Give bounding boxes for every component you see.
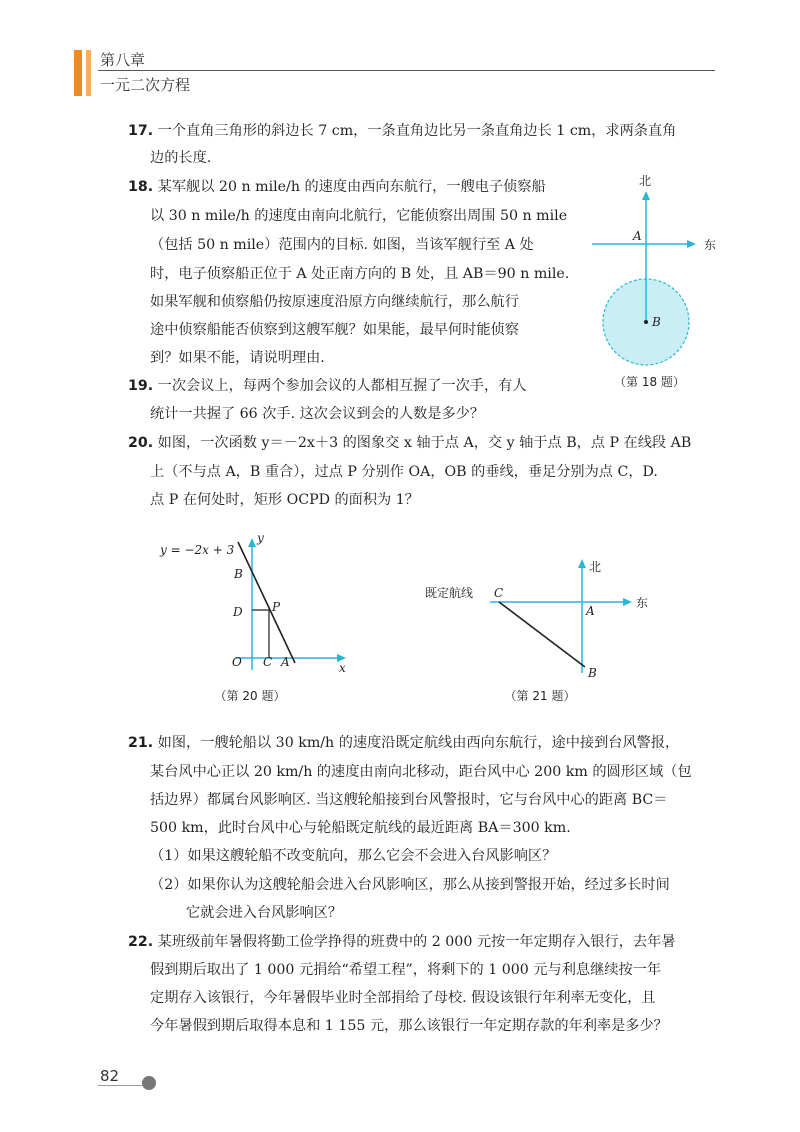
point-a-label: A (586, 604, 595, 618)
function-line (238, 542, 295, 663)
east-label: 东 (636, 596, 649, 610)
segment-cb (499, 602, 585, 667)
chapter-label: 第八章 (100, 51, 146, 69)
east-arrow-icon (687, 240, 696, 248)
problem-text-line: 今年暑假到期后取得本息和 1 155 元，那么该银行一年定期存款的年利率是多少？ (150, 1018, 668, 1034)
figure-20-caption: （第 20 题） (214, 689, 286, 703)
problem-number: 19. (128, 378, 154, 394)
problem-text-line: （包括 50 n mile）范围内的目标. 如图，当该军舰行至 A 处 (150, 237, 534, 253)
problem-text-line: 假到期后取出了 1 000 元捐给“希望工程”，将剩下的 1 000 元与利息继续按一年 (150, 962, 662, 978)
north-label: 北 (639, 174, 652, 188)
point-b-dot (644, 320, 648, 324)
point-p-label: P (272, 600, 281, 614)
east-label: 东 (704, 238, 717, 252)
problem-text-line: 括边界）都属台风影响区. 当这艘轮船接到台风警报时，它与台风中心的距离 BC＝ (150, 792, 668, 808)
x-axis-label: x (339, 661, 346, 675)
problem-text-line: 一次会议上，每两个参加会议的人都相互握了一次手，有人 (157, 378, 527, 394)
problem-text-line: 定期存入该银行，今年暑假毕业时全部捐给了母校. 假设该银行年利率无变化，且 (150, 990, 656, 1006)
point-b-label: B (652, 315, 661, 329)
problem-text-line: 点 P 在何处时，矩形 OCPD 的面积为 1？ (150, 492, 419, 508)
y-axis-label: y (257, 531, 264, 545)
north-arrow-icon (578, 559, 586, 568)
footer-dot-icon (142, 1076, 156, 1090)
problem-text-line: 到？如果不能，请说明理由. (150, 350, 325, 366)
chapter-title: 一元二次方程 (100, 76, 191, 94)
figure-20 (150, 530, 360, 710)
point-c-label: C (263, 655, 273, 669)
point-c-label: C (494, 586, 504, 600)
problem-number: 18. (128, 179, 154, 195)
problem-number: 17. (128, 123, 154, 139)
page-number: 82 (100, 1067, 120, 1085)
y-axis-arrow-icon (248, 538, 256, 547)
function-equation: y = −2x + 3 (160, 543, 235, 557)
problem-text-line: 如图，一艘轮船以 30 km/h 的速度沿既定航线由西向东航行，途中接到台风警报， (157, 735, 680, 751)
problem-text-line: 统计一共握了 66 次手. 这次会议到会的人数是多少？ (150, 406, 485, 422)
problem-number: 20. (128, 435, 154, 451)
footer-rule (98, 1085, 148, 1086)
problem-text-line: 边的长度. (150, 150, 212, 166)
problem-text-line: 某军舰以 20 n mile/h 的速度由西向东航行，一艘电子侦察船 (157, 179, 546, 195)
origin-label: O (232, 655, 242, 669)
figure-21 (420, 555, 660, 710)
problem-text-line: 某班级前年暑假将勤工俭学挣得的班费中的 2 000 元按一年定期存入银行，去年暑 (157, 934, 676, 950)
point-a-label: A (281, 655, 290, 669)
north-label: 北 (589, 560, 602, 574)
point-b-label: B (588, 666, 597, 680)
problem-number: 22. (128, 934, 154, 950)
problem-text-line: 时，电子侦察船正位于 A 处正南方向的 B 处，且 AB＝90 n mile. (150, 266, 570, 282)
problem-text-line: 某台风中心正以 20 km/h 的速度由南向北移动，距台风中心 200 km 的圆形区域（包 (150, 764, 692, 780)
problem-text-line: 一个直角三角形的斜边长 7 cm，一条直角边比另一条直角边长 1 cm，求两条直角 (157, 123, 677, 139)
problem-text-line: 上（不与点 A，B 重合），过点 P 分别作 OA，OB 的垂线，垂足分别为点 C，D. (150, 464, 658, 480)
problem-text-line: 如图，一次函数 y＝－2x＋3 的图象交 x 轴于点 A，交 y 轴于点 B，点 P 在线段 AB (157, 435, 692, 451)
figure-21-caption: （第 21 题） (504, 689, 576, 703)
problem-text-line: 以 30 n mile/h 的速度由南向北航行，它能侦察出周围 50 n mile (150, 208, 568, 224)
route-label: 既定航线 (425, 586, 474, 600)
point-d-label: D (233, 605, 243, 619)
sub-question-2-line: （2）如果你认为这艘轮船会进入台风影响区，那么从接到警报开始，经过多长时间 (150, 877, 670, 893)
sub-question-2-line: 它就会进入台风影响区？ (186, 905, 343, 921)
east-arrow-icon (623, 598, 632, 606)
header-accent-bar-light (86, 50, 91, 96)
sub-question-1: （1）如果这艘轮船不改变航向，那么它会不会进入台风影响区？ (150, 848, 557, 864)
problem-text-line: 500 km，此时台风中心与轮船既定航线的最近距离 BA＝300 km. (150, 820, 571, 836)
header-rule (98, 70, 715, 71)
problem-text-line: 如果军舰和侦察船仍按原速度沿原方向继续航行，那么航行 (150, 294, 519, 310)
figure-18 (580, 165, 730, 400)
header-accent-bar (74, 50, 82, 96)
figure-18-caption: （第 18 题） (614, 375, 685, 389)
problem-number: 21. (128, 735, 154, 751)
point-b-label: B (234, 567, 243, 581)
problem-text-line: 途中侦察船能否侦察到这艘军舰？如果能，最早何时能侦察 (150, 322, 519, 338)
north-arrow-icon (642, 191, 650, 200)
point-a-label: A (633, 229, 642, 243)
